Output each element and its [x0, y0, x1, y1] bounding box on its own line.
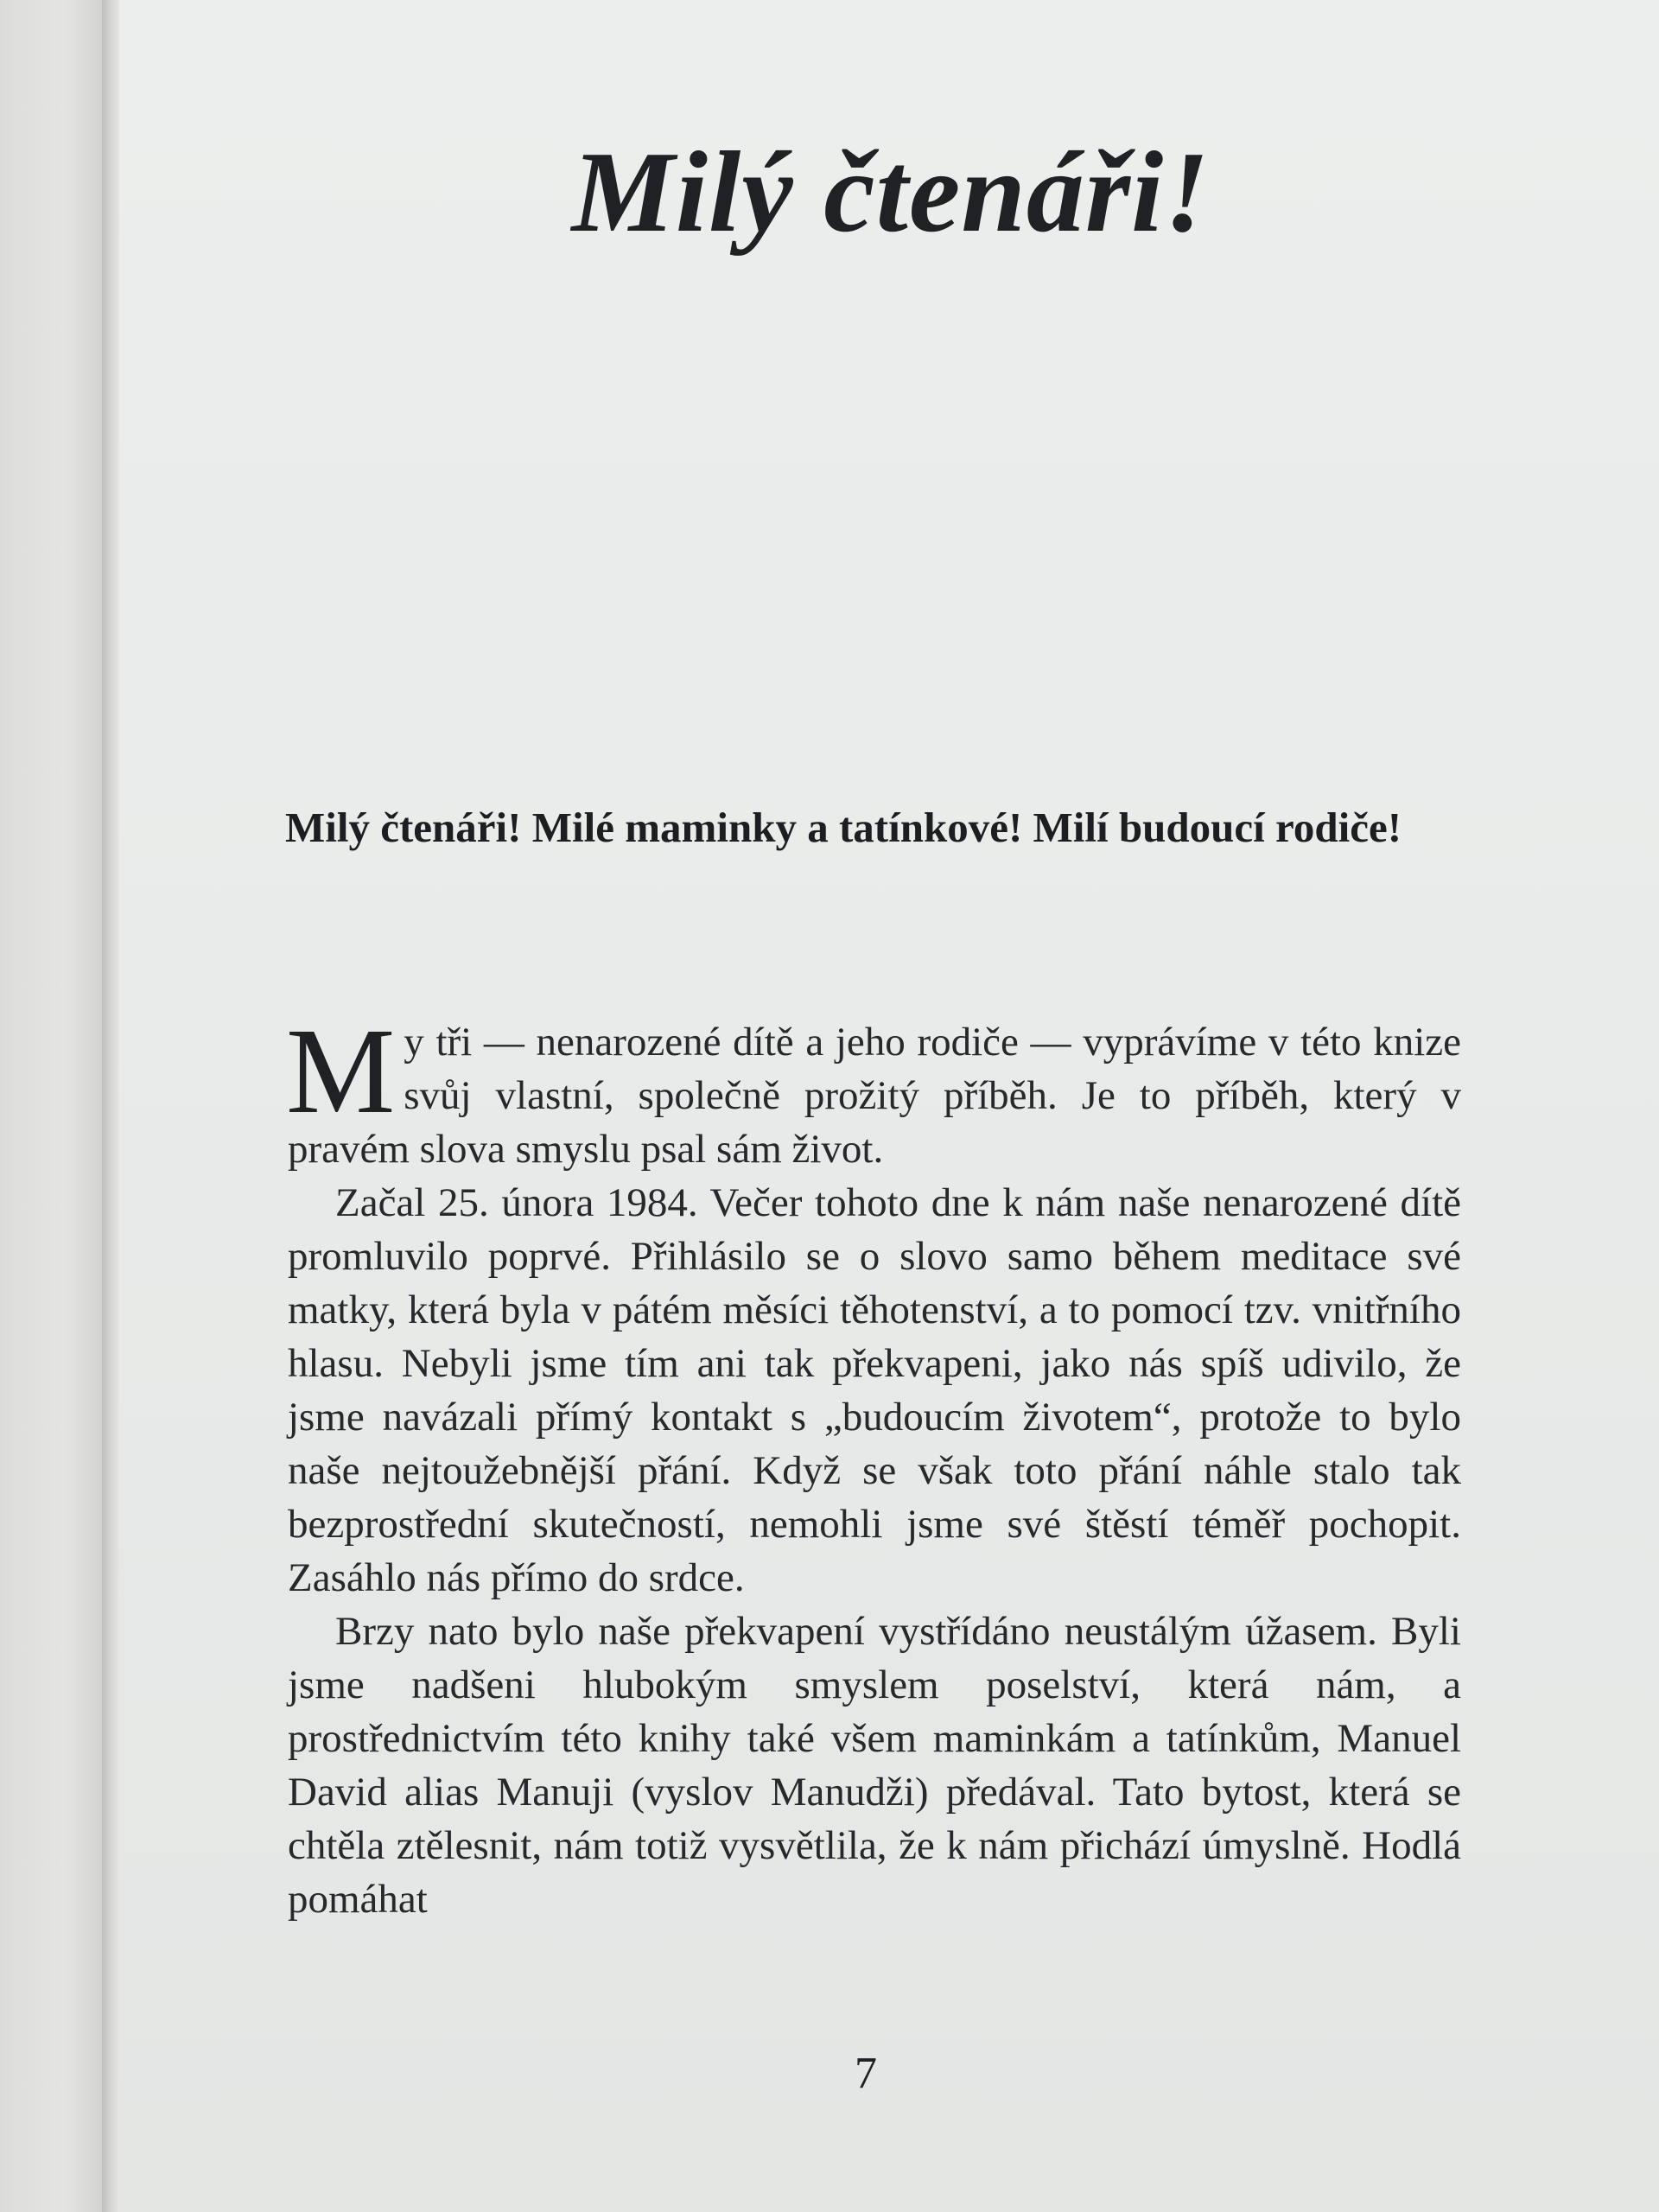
paragraph-1-text: y tři — nenarozené dítě a jeho rodiče — vyprávíme v této knize svůj vlastní, společně prožitý příběh. Je to příběh, který v pravém slova smyslu psal sám život.: [288, 1020, 1461, 1172]
paragraph-2: Začal 25. února 1984. Večer tohoto dne k nám naše nenarozené dítě promluvilo poprvé. Přihlásilo se o slovo samo během meditace své matky, která byla v pátém měsíci těhotenství, a to pomocí tzv. vnitřního hlasu. Nebyli jsme tím ani tak překvapeni, jako nás spíš udivilo, že jsme navázali přímý kontakt s „budoucím životem“, protože to bylo naše nejtoužebnější přání. Když se však toto přání náhle stalo tak bezprostřední skutečností, nemohli jsme své štěstí téměř pochopit. Zasáhlo nás přímo do srdce.: [288, 1180, 1461, 1600]
page-number: 7: [855, 2049, 877, 2098]
drop-cap: M: [286, 1002, 396, 1139]
body-text: [286, 1002, 1461, 1926]
paragraph-1: [286, 1002, 1461, 1176]
facing-page-edge: [0, 0, 108, 2212]
greeting-heading: Milý čtenáři! Milé maminky a tatínkové! Milí budoucí rodiče!: [285, 804, 1402, 851]
paragraph-3: Brzy nato bylo naše překvapení vystřídáno neustálým úžasem. Byli jsme nadšeni hlubokým smyslem poselství, která nám, a prostřednictvím této knihy také všem maminkám a tatínkům, Manuel David alias Manuji (vyslov Manudži) předával. Tato bytost, která se chtěla ztělesnit, nám totiž vysvětlila, že k nám přichází úmyslně. Hodlá pomáhat: [288, 1609, 1461, 1922]
chapter-title: Milý čtenáři!: [571, 128, 1211, 256]
book-gutter: [102, 0, 121, 2212]
